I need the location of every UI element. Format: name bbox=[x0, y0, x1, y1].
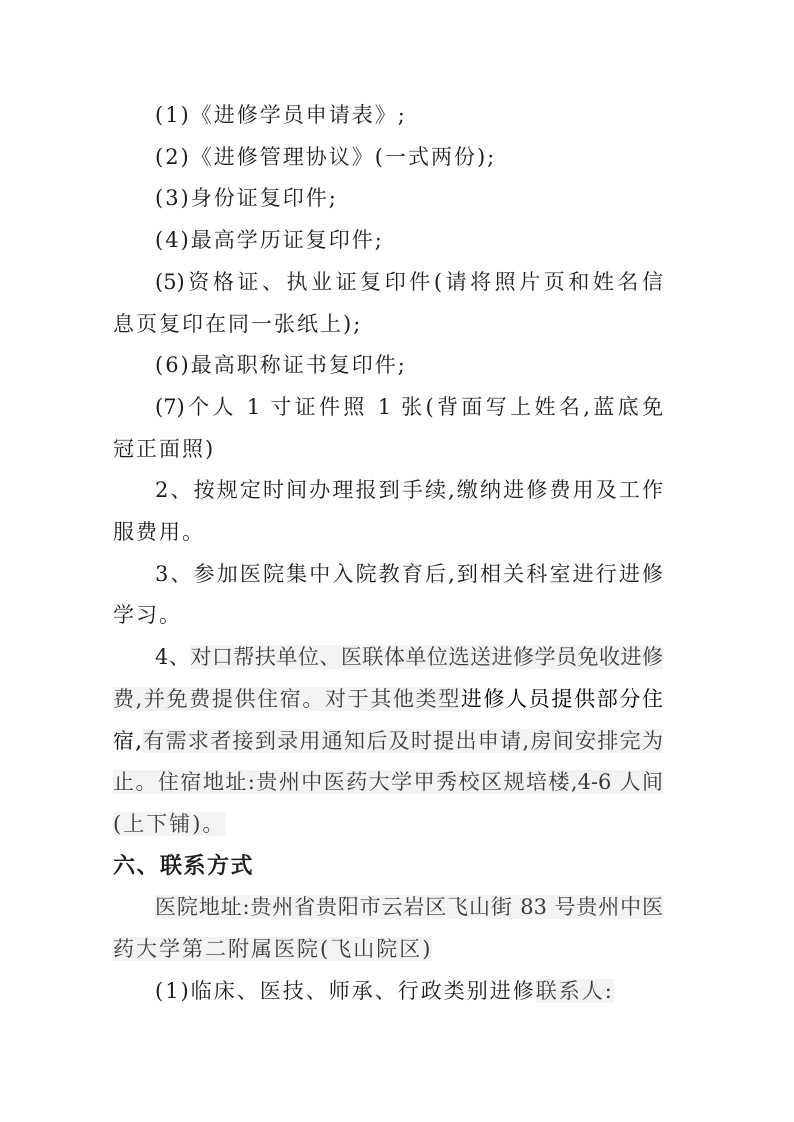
text-segment: (2)《进修管理协议》(一式两份); bbox=[155, 144, 497, 169]
text-segment: (1)临床、医技、师承、行政类别进修 bbox=[155, 978, 536, 1003]
text-line bbox=[113, 804, 663, 846]
text-segment-highlighted: 药大学第二附属医院(飞山院区) bbox=[113, 937, 433, 962]
text-segment: (4)最高学历证复印件; bbox=[155, 228, 384, 253]
text-segment-highlighted: 止。住宿地址:贵州中医药大学甲秀校区规培楼,4-6 人间 bbox=[113, 770, 663, 795]
text-line bbox=[113, 470, 663, 512]
text-line bbox=[113, 887, 663, 929]
text-line bbox=[113, 95, 663, 137]
document-body bbox=[113, 95, 663, 1012]
text-segment: 六、联系方式 bbox=[113, 853, 255, 879]
text-segment: (6)最高职称证书复印件; bbox=[155, 353, 407, 378]
text-segment-highlighted: 对口帮扶单位、医联体单位选送进修学员免收进修 bbox=[190, 645, 663, 670]
text-segment: 学习。 bbox=[113, 603, 182, 628]
text-line bbox=[113, 512, 663, 554]
text-line bbox=[113, 220, 663, 262]
text-segment: (3)身份证复印件; bbox=[155, 186, 338, 211]
text-segment-highlighted: 医院地址:贵州省贵阳市云岩区飞山街 83 号贵州中医 bbox=[155, 895, 663, 920]
text-segment: (1)《进修学员申请表》; bbox=[155, 103, 407, 127]
section-heading bbox=[113, 846, 663, 888]
text-line bbox=[113, 262, 663, 304]
text-line bbox=[113, 429, 663, 471]
text-segment-emphasis: 进修人员提供部分住 bbox=[460, 686, 663, 711]
text-line bbox=[113, 971, 663, 1013]
text-line bbox=[113, 554, 663, 596]
text-line bbox=[113, 679, 663, 721]
text-line bbox=[113, 137, 663, 179]
text-segment: 3、参加医院集中入院教育后,到相关科室进行进修 bbox=[155, 561, 663, 586]
text-line bbox=[113, 637, 663, 679]
text-line bbox=[113, 304, 663, 346]
text-segment-highlighted: (上下铺)。 bbox=[113, 811, 226, 836]
text-line bbox=[113, 595, 663, 637]
text-segment: 4、 bbox=[155, 645, 191, 670]
text-segment: 2、按规定时间办理报到手续,缴纳进修费用及工作 bbox=[155, 478, 663, 503]
text-segment-highlighted: 联系人: bbox=[535, 978, 614, 1003]
text-segment: 冠正面照) bbox=[113, 436, 216, 461]
text-segment-emphasis: 宿, bbox=[113, 728, 142, 753]
text-line bbox=[113, 387, 663, 429]
text-segment-highlighted: 费,并免费提供住宿。对于其他类型 bbox=[113, 686, 461, 711]
text-line bbox=[113, 929, 663, 971]
text-segment: 息页复印在同一张纸上); bbox=[113, 311, 363, 336]
text-segment-highlighted: 有需求者接到录用通知后及时提出申请,房间安排完为 bbox=[141, 728, 663, 753]
text-segment: (7)个人 1 寸证件照 1 张(背面写上姓名,蓝底免 bbox=[155, 394, 663, 419]
text-line bbox=[113, 345, 663, 387]
text-line bbox=[113, 178, 663, 220]
text-segment: (5)资格证、执业证复印件(请将照片页和姓名信 bbox=[155, 269, 663, 294]
text-line bbox=[113, 762, 663, 804]
text-line bbox=[113, 721, 663, 763]
text-segment: 服费用。 bbox=[113, 520, 205, 545]
